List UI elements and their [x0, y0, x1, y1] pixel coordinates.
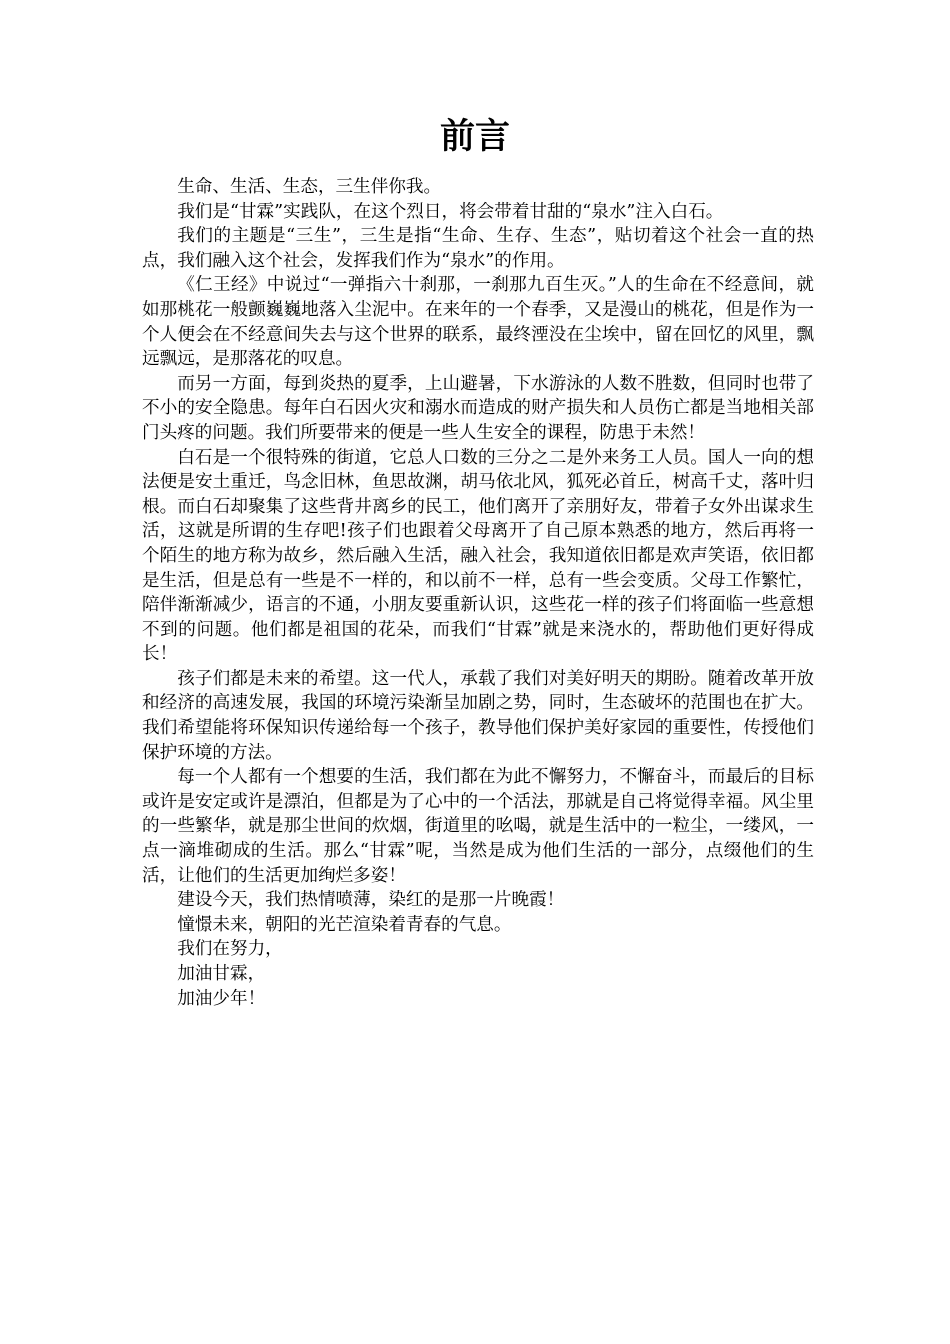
paragraph: 加油甘霖，	[177, 964, 266, 984]
paragraph: 建设今天，我们热情喷薄，染红的是那一片晚霞！	[177, 890, 565, 911]
paragraph: 孩子们都是未来的希望。这一代人，承载了我们对美好明天的期盼。随着改革开放和经济的高速发展，我国的环境污染渐呈加剧之势，同时，生态破坏的范围也在扩大。我们希望能将环保知识传递给每一个孩子，教导他们保护美好家园的重要性，传授他们保护环境的方法。	[142, 668, 814, 763]
page-title: 前言	[439, 117, 510, 157]
document-body	[142, 175, 814, 1011]
paragraph: 每一个人都有一个想要的生活，我们都在为此不懈努力，不懈奋斗，而最后的目标或许是安定或许是漂泊，但都是为了心中的一个活法，那就是自己将觉得幸福。风尘里的一些繁华，就是那尘世间的炊烟，街道里的吆喝，就是生活中的一粒尘，一缕风，一点一滴堆砌成的生活。那么“甘霖”呢，当然是成为他们生活的一部分，点缀他们的生活，让他们的生活更加绚烂多姿！	[142, 767, 814, 886]
paragraph: 我们在努力，	[177, 939, 283, 960]
paragraph: 我们是“甘霖”实践队，在这个烈日，将会带着甘甜的“泉水”注入白石。	[177, 201, 724, 222]
paragraph: 我们的主题是“三生”，三生是指“生命、生存、生态”，贴切着这个社会一直的热点，我们融入这个社会，发挥我们作为“泉水”的作用。	[142, 226, 814, 271]
paragraph: 《仁王经》中说过“一弹指六十刹那，一刹那九百生灭。”人的生命在不经意间，就如那桃花一般颤巍巍地落入尘泥中。在来年的一个春季，又是漫山的桃花，但是作为一个人便会在不经意间失去与这个世界的联系，最终湮没在尘埃中，留在回忆的风里，飘远飘远，是那落花的叹息。	[142, 275, 814, 370]
paragraph: 憧憬未来，朝阳的光芒渲染着青春的气息。	[177, 914, 512, 935]
paragraph: 白石是一个很特殊的街道，它总人口数的三分之二是外来务工人员。国人一向的想法便是安土重迁，鸟念旧林，鱼思故渊，胡马依北风，狐死必首丘，树高千丈，落叶归根。而白石却聚集了这些背井离乡的民工，他们离开了亲朋好友，带着子女外出谋求生活，这就是所谓的生存吧!孩子们也跟着父母离开了自己原本熟悉的地方，然后再将一个陌生的地方称为故乡，然后融入生活，融入社会，我知道依旧都是欢声笑语，依旧都是生活，但是总有一些是不一样的，和以前不一样，总有一些会变质。父母工作繁忙，陪伴渐渐减少，语言的不通，小朋友要重新认识，这些花一样的孩子们将面临一些意想不到的问题。他们都是祖国的花朵，而我们“甘霖”就是来浇水的，帮助他们更好得成长！	[142, 447, 814, 665]
paragraph: 而另一方面，每到炎热的夏季，上山避暑，下水游泳的人数不胜数，但同时也带了不小的安全隐患。每年白石因火灾和溺水而造成的财产损失和人员伤亡都是当地相关部门头疼的问题。我们所要带来的便是一些人生安全的课程，防患于未然！	[142, 373, 814, 443]
paragraph: 生命、生活、生态，三生伴你我。	[177, 177, 442, 197]
paragraph: 加油少年！	[177, 988, 266, 1009]
